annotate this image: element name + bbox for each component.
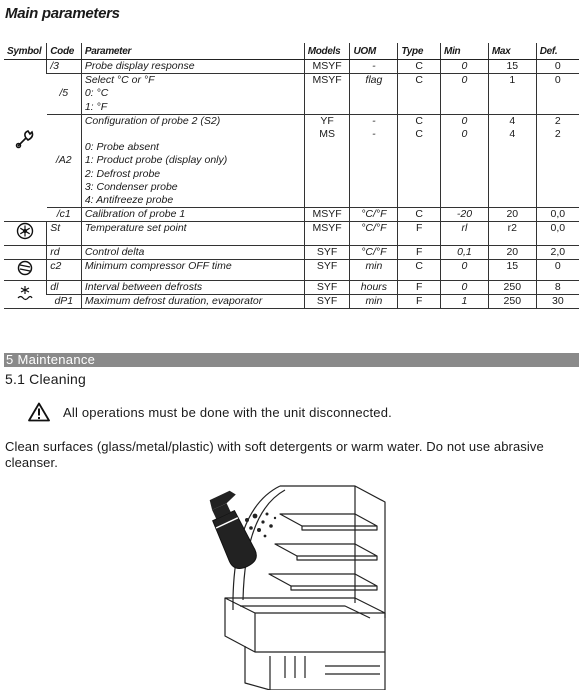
uom-cell: min	[350, 295, 398, 309]
min-cell: 0 0	[441, 114, 489, 207]
min-cell: 0	[441, 259, 489, 280]
max-cell: 250	[488, 281, 536, 295]
models-cell: MSYF	[304, 60, 350, 74]
def-cell: 0	[536, 60, 579, 74]
min-cell: 0,1	[441, 245, 489, 259]
parameter-cell: Interval between defrosts	[81, 281, 304, 295]
def-cell: 2 2	[536, 114, 579, 207]
parameter-cell: Calibration of probe 1	[81, 208, 304, 222]
def-cell: 8	[536, 281, 579, 295]
type-cell: C	[398, 60, 441, 74]
table-row	[4, 74, 579, 115]
parameter-cell: Maximum defrost duration, evaporator	[81, 295, 304, 309]
parameters-table	[4, 43, 579, 309]
uom-cell: °C/°F	[350, 245, 398, 259]
parameter-cell: Configuration of probe 2 (S2) 0: Probe absent 1: Product probe (display only) 2: Defrost probe 3: Condenser probe 4: Antifreeze probe	[81, 114, 304, 207]
uom-cell: °C/°F	[350, 222, 398, 245]
max-cell: 4 4	[488, 114, 536, 207]
symbol-cell	[4, 245, 47, 259]
min-cell: -20	[441, 208, 489, 222]
models-cell: SYF	[304, 295, 350, 309]
subsection-heading: 5.1 Cleaning	[5, 371, 87, 387]
models-cell: SYF	[304, 245, 350, 259]
min-cell: rl	[441, 222, 489, 245]
table-row	[4, 114, 579, 207]
max-cell: 250	[488, 295, 536, 309]
max-cell: 20	[488, 208, 536, 222]
header-models: Models	[304, 43, 350, 60]
table-row	[4, 245, 579, 259]
code-cell: /c1	[47, 208, 82, 222]
wrench-icon	[14, 128, 36, 154]
table-row	[4, 60, 579, 74]
def-cell: 0,0	[536, 222, 579, 245]
type-cell: C	[398, 208, 441, 222]
max-cell: 1	[488, 74, 536, 115]
parameter-cell: Probe display response	[81, 60, 304, 74]
max-cell: 20	[488, 245, 536, 259]
type-cell: C C	[398, 114, 441, 207]
table-row	[4, 222, 579, 245]
min-cell: 0	[441, 281, 489, 295]
section-heading: 5 Maintenance	[4, 353, 579, 367]
uom-cell: hours	[350, 281, 398, 295]
display-case-cleaning-illustration	[185, 478, 390, 690]
warning-icon	[28, 402, 50, 422]
type-cell: F	[398, 295, 441, 309]
type-cell: F	[398, 222, 441, 245]
code-cell: rd	[47, 245, 82, 259]
max-cell: 15	[488, 259, 536, 280]
min-cell: 0	[441, 60, 489, 74]
warning-text: All operations must be done with the unit disconnected.	[63, 404, 392, 420]
type-cell: F	[398, 245, 441, 259]
header-max: Max	[488, 43, 536, 60]
header-parameter: Parameter	[81, 43, 304, 60]
header-type: Type	[398, 43, 441, 60]
def-cell: 0,0	[536, 208, 579, 222]
header-code: Code	[47, 43, 82, 60]
symbol-cell	[4, 281, 47, 309]
parameter-cell: Temperature set point	[81, 222, 304, 245]
compressor-icon	[17, 260, 33, 280]
code-cell: /5	[47, 74, 82, 115]
def-cell: 2,0	[536, 245, 579, 259]
uom-cell: - -	[350, 114, 398, 207]
table-header-row	[4, 43, 579, 60]
parameter-cell: Select °C or °F 0: °C 1: °F	[81, 74, 304, 115]
snowflake-circle-icon	[16, 222, 34, 244]
symbol-cell	[4, 60, 47, 222]
type-cell: C	[398, 74, 441, 115]
models-cell: YF MS	[304, 114, 350, 207]
warning-notice	[28, 402, 392, 422]
code-cell: dP1	[47, 295, 82, 309]
table-row	[4, 295, 579, 309]
def-cell: 0	[536, 259, 579, 280]
type-cell: F	[398, 281, 441, 295]
uom-cell: min	[350, 259, 398, 280]
max-cell: 15	[488, 60, 536, 74]
uom-cell: -	[350, 60, 398, 74]
uom-cell: °C/°F	[350, 208, 398, 222]
header-uom: UOM	[350, 43, 398, 60]
max-cell: r2	[488, 222, 536, 245]
code-cell: c2	[47, 259, 82, 280]
models-cell: SYF	[304, 259, 350, 280]
symbol-cell	[4, 259, 47, 280]
models-cell: MSYF	[304, 222, 350, 245]
parameter-cell: Minimum compressor OFF time	[81, 259, 304, 280]
def-cell: 0	[536, 74, 579, 115]
models-cell: MSYF	[304, 74, 350, 115]
cleaning-instructions: Clean surfaces (glass/metal/plastic) with soft detergents or warm water. Do not use abrasive cleanser.	[5, 439, 544, 470]
models-cell: MSYF	[304, 208, 350, 222]
parameter-cell: Control delta	[81, 245, 304, 259]
code-cell: /3	[47, 60, 82, 74]
header-symbol: Symbol	[4, 43, 47, 60]
code-cell: /A2	[47, 114, 82, 207]
table-row	[4, 281, 579, 295]
models-cell: SYF	[304, 281, 350, 295]
code-cell: St	[47, 222, 82, 245]
header-def: Def.	[536, 43, 579, 60]
table-row	[4, 208, 579, 222]
defrost-icon	[16, 284, 34, 306]
code-cell: dl	[47, 281, 82, 295]
def-cell: 30	[536, 295, 579, 309]
symbol-cell	[4, 222, 47, 245]
type-cell: C	[398, 259, 441, 280]
page-title: Main parameters	[5, 5, 120, 22]
table-row	[4, 259, 579, 280]
uom-cell: flag	[350, 74, 398, 115]
header-min: Min	[441, 43, 489, 60]
min-cell: 0	[441, 74, 489, 115]
min-cell: 1	[441, 295, 489, 309]
